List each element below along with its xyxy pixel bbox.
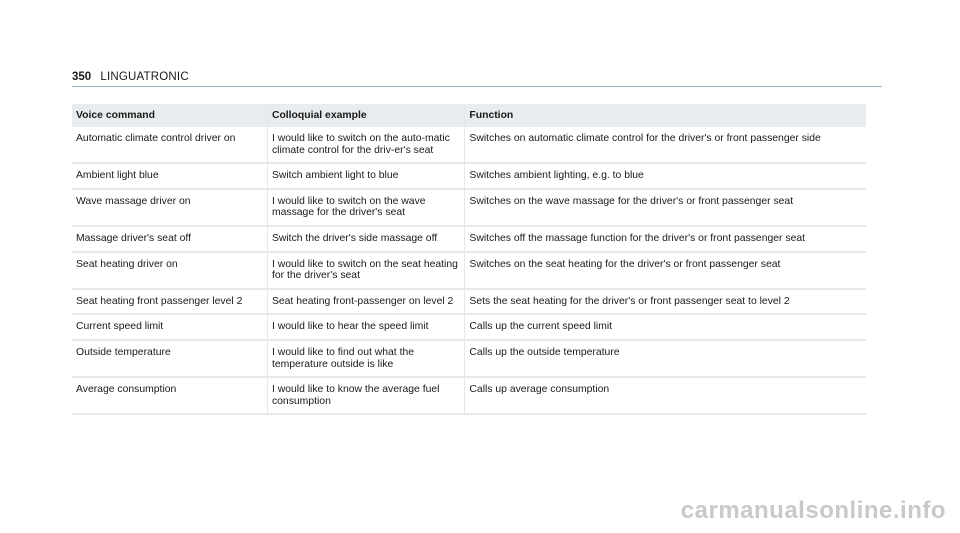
- function-cell: Switches off the massage function for the driver's or front passenger seat: [465, 226, 866, 252]
- voice-command-cell: Outside temperature: [72, 340, 267, 377]
- voice-command-cell: Ambient light blue: [72, 163, 267, 189]
- colloquial-example-cell: I would like to hear the speed limit: [267, 314, 464, 340]
- voice-command-cell: Seat heating driver on: [72, 252, 267, 289]
- column-header-colloquial-example: Colloquial example: [267, 104, 464, 127]
- function-cell: Sets the seat heating for the driver's or front passenger seat to level 2: [465, 289, 866, 315]
- table-row: [72, 314, 866, 340]
- voice-command-cell: Wave massage driver on: [72, 189, 267, 226]
- colloquial-example-cell: I would like to switch on the wave massage for the driver's seat: [267, 189, 464, 226]
- voice-command-cell: Seat heating front passenger level 2: [72, 289, 267, 315]
- colloquial-example-cell: Seat heating front-passenger on level 2: [267, 289, 464, 315]
- table-row: [72, 163, 866, 189]
- function-cell: Calls up the current speed limit: [465, 314, 866, 340]
- table-row: [72, 226, 866, 252]
- colloquial-example-cell: I would like to switch on the seat heating for the driver's seat: [267, 252, 464, 289]
- section-title: LINGUATRONIC: [100, 71, 189, 83]
- function-cell: Calls up average consumption: [465, 377, 866, 414]
- colloquial-example-cell: Switch ambient light to blue: [267, 163, 464, 189]
- voice-command-cell: Massage driver's seat off: [72, 226, 267, 252]
- colloquial-example-cell: Switch the driver's side massage off: [267, 226, 464, 252]
- column-header-voice-command: Voice command: [72, 104, 267, 127]
- table-row: [72, 127, 866, 163]
- voice-command-cell: Automatic climate control driver on: [72, 127, 267, 163]
- voice-command-table: [72, 104, 866, 415]
- watermark: carmanualsonline.info: [680, 497, 946, 524]
- function-cell: Switches on automatic climate control for the driver's or front passenger side: [465, 127, 866, 163]
- colloquial-example-cell: I would like to switch on the auto-matic climate control for the driv-er's seat: [267, 127, 464, 163]
- page-header: [72, 70, 882, 87]
- function-cell: Switches on the wave massage for the driver's or front passenger seat: [465, 189, 866, 226]
- function-cell: Switches on the seat heating for the driver's or front passenger seat: [465, 252, 866, 289]
- table-row: [72, 340, 866, 377]
- table-row: [72, 289, 866, 315]
- voice-command-cell: Current speed limit: [72, 314, 267, 340]
- column-header-function: Function: [465, 104, 866, 127]
- function-cell: Calls up the outside temperature: [465, 340, 866, 377]
- table-row: [72, 189, 866, 226]
- colloquial-example-cell: I would like to find out what the temperature outside is like: [267, 340, 464, 377]
- colloquial-example-cell: I would like to know the average fuel consumption: [267, 377, 464, 414]
- table-row: [72, 377, 866, 414]
- function-cell: Switches ambient lighting, e.g. to blue: [465, 163, 866, 189]
- table-row: [72, 252, 866, 289]
- voice-command-cell: Average consumption: [72, 377, 267, 414]
- page-number: 350: [72, 71, 92, 83]
- table-header-row: [72, 104, 866, 127]
